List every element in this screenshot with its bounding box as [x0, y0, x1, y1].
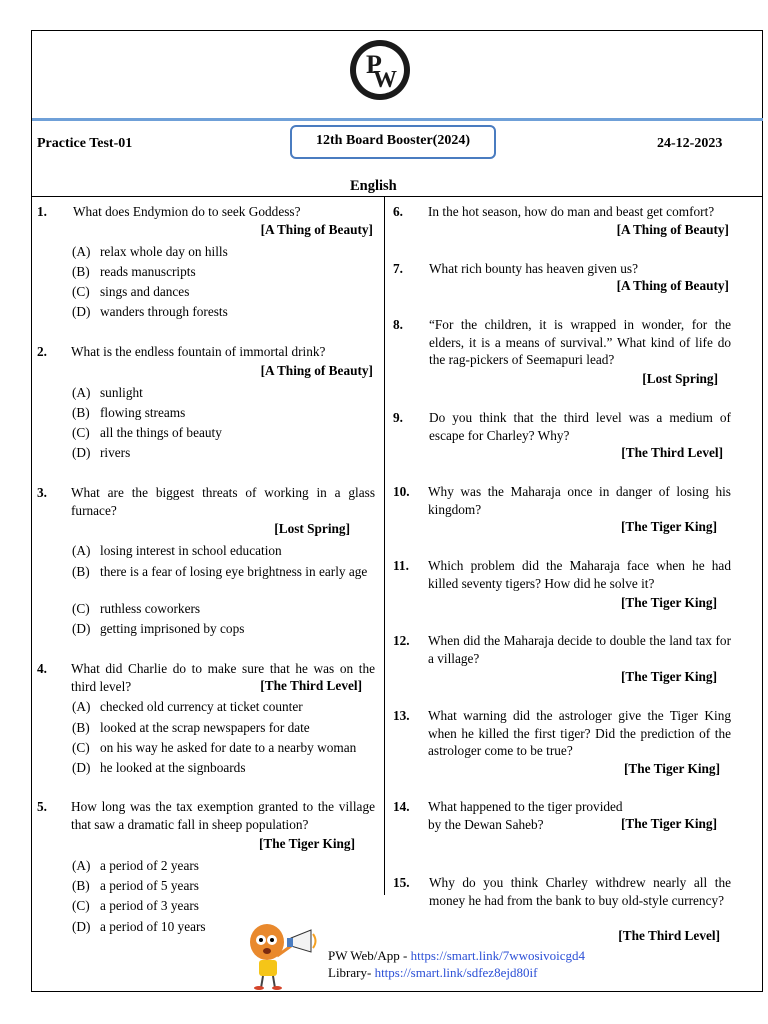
- subject-title: English: [350, 178, 397, 194]
- question-number: 5.: [37, 799, 47, 814]
- question-number: 14.: [393, 799, 410, 814]
- svg-text:P: P: [366, 50, 382, 79]
- question-number: 6.: [393, 204, 403, 219]
- question-text: What rich bounty has heaven given us?: [429, 261, 638, 276]
- question-8: [393, 316, 731, 369]
- question-number: 15.: [393, 875, 410, 890]
- pw-logo-icon: [349, 39, 411, 101]
- header-rule: [32, 118, 763, 121]
- question-6: [393, 203, 731, 221]
- question-2: [37, 343, 377, 361]
- question-number: 13.: [393, 708, 410, 723]
- question-source-tag: [The Tiger King]: [620, 595, 717, 610]
- question-number: 2.: [37, 344, 47, 359]
- question-13: [393, 707, 731, 760]
- question-text: Which problem did the Maharaja face when he had killed seventy tigers? How did he solve it?: [428, 558, 731, 591]
- question-number: 10.: [393, 484, 410, 499]
- question-source-tag: [Lost Spring]: [274, 521, 350, 536]
- option-d: (D) he looked at the signboards: [72, 760, 246, 775]
- mascot-illustration-icon: [243, 922, 323, 990]
- question-number: 7.: [393, 261, 403, 276]
- question-number: 4.: [37, 661, 47, 676]
- option-d: (D) getting imprisoned by cops: [72, 621, 245, 636]
- option-a: (A) checked old currency at ticket counter: [72, 699, 303, 714]
- question-9: [393, 409, 731, 444]
- option-b: (B) a period of 5 years: [72, 878, 199, 893]
- question-text: In the hot season, how do man and beast get comfort?: [428, 204, 715, 219]
- question-source-tag: [A Thing of Beauty]: [260, 222, 373, 237]
- web-label: PW Web/App -: [328, 948, 411, 963]
- question-10: [393, 483, 731, 518]
- option-d: (D) a period of 10 years: [72, 919, 206, 934]
- library-label: Library-: [328, 965, 375, 980]
- option-a: (A) a period of 2 years: [72, 858, 199, 873]
- library-link[interactable]: https://smart.link/sdfez8ejd80if: [374, 965, 538, 980]
- option-c: (C) on his way he asked for date to a nearby woman: [72, 740, 357, 755]
- question-7: [393, 260, 731, 278]
- question-text: Why do you think Charley withdrew nearly all the money he had from the bank to buy old-style currency?: [429, 875, 731, 908]
- question-1: [37, 203, 377, 221]
- practice-test-label: Practice Test-01: [37, 136, 133, 151]
- web-app-link[interactable]: https://smart.link/7wwosivoicgd4: [410, 948, 586, 963]
- test-date: 24-12-2023: [657, 136, 723, 151]
- question-15: [393, 874, 731, 909]
- question-number: 8.: [393, 317, 403, 332]
- question-number: 11.: [393, 558, 409, 573]
- question-number: 3.: [37, 485, 47, 500]
- question-source-tag: [The Third Level]: [621, 445, 723, 460]
- question-source-tag: [The Third Level]: [618, 928, 720, 943]
- question-number: 1.: [37, 204, 47, 219]
- question-text: What is the endless fountain of immortal drink?: [71, 344, 326, 359]
- column-divider: [384, 197, 385, 895]
- svg-text:W: W: [373, 67, 397, 93]
- question-source-tag: [The Tiger King]: [620, 816, 717, 831]
- question-text: What are the biggest threats of working in a glass furnace?: [71, 485, 375, 518]
- question-number: 12.: [393, 633, 410, 648]
- library-line: [328, 965, 537, 981]
- question-text: What does Endymion do to seek Goddess?: [73, 204, 301, 219]
- question-12: [393, 632, 731, 667]
- option-c: (C) a period of 3 years: [72, 898, 199, 913]
- question-3: [37, 484, 375, 519]
- option-b: (B) flowing streams: [72, 405, 186, 420]
- question-text: “For the children, it is wrapped in wonder, for the elders, it is a means of survival.” What kind of life do the rag-pickers of Seemapuri lead?: [429, 317, 731, 367]
- option-c: (C) ruthless coworkers: [72, 601, 201, 616]
- option-b: (B) reads manuscripts: [72, 264, 196, 279]
- option-b: (B) there is a fear of losing eye brightness in early age: [72, 564, 368, 579]
- question-text: Why was the Maharaja once in danger of losing his kingdom?: [428, 484, 731, 517]
- option-c: (C) all the things of beauty: [72, 425, 222, 440]
- question-text: Do you think that the third level was a medium of escape for Charley? Why?: [429, 410, 731, 443]
- question-text: How long was the tax exemption granted to the village that saw a dramatic fall in sheep population?: [71, 799, 375, 832]
- option-b: (B) looked at the scrap newspapers for date: [72, 720, 310, 735]
- question-source-tag: [The Third Level]: [260, 678, 362, 693]
- question-text: What warning did the astrologer give the Tiger King when he killed the first tiger? Did the prediction of the astrologer come to be true?: [428, 708, 731, 758]
- question-text: What happened to the tiger provided by the Dewan Saheb?: [428, 799, 623, 832]
- option-a: (A) relax whole day on hills: [72, 244, 228, 259]
- option-a: (A) losing interest in school education: [72, 543, 282, 558]
- question-5: [37, 798, 375, 833]
- question-text: When did the Maharaja decide to double the land tax for a village?: [428, 633, 731, 666]
- question-source-tag: [A Thing of Beauty]: [616, 222, 729, 237]
- board-booster-label: 12th Board Booster(2024): [316, 133, 470, 148]
- option-c: (C) sings and dances: [72, 284, 190, 299]
- question-source-tag: [The Tiger King]: [620, 669, 717, 684]
- board-booster-box: [290, 125, 496, 159]
- question-source-tag: [A Thing of Beauty]: [260, 363, 373, 378]
- question-source-tag: [The Tiger King]: [258, 836, 355, 851]
- option-d: (D) rivers: [72, 445, 131, 460]
- question-11: [393, 557, 731, 592]
- question-source-tag: [The Tiger King]: [620, 519, 717, 534]
- pw-web-app-line: [328, 948, 585, 964]
- question-source-tag: [A Thing of Beauty]: [616, 278, 729, 293]
- option-a: (A) sunlight: [72, 385, 143, 400]
- question-number: 9.: [393, 410, 403, 425]
- question-text: What did Charlie do to make sure that he was on the third level?: [71, 661, 375, 694]
- subject-rule: [32, 196, 762, 197]
- option-d: (D) wanders through forests: [72, 304, 228, 319]
- question-source-tag: [Lost Spring]: [642, 371, 718, 386]
- question-source-tag: [The Tiger King]: [623, 761, 720, 776]
